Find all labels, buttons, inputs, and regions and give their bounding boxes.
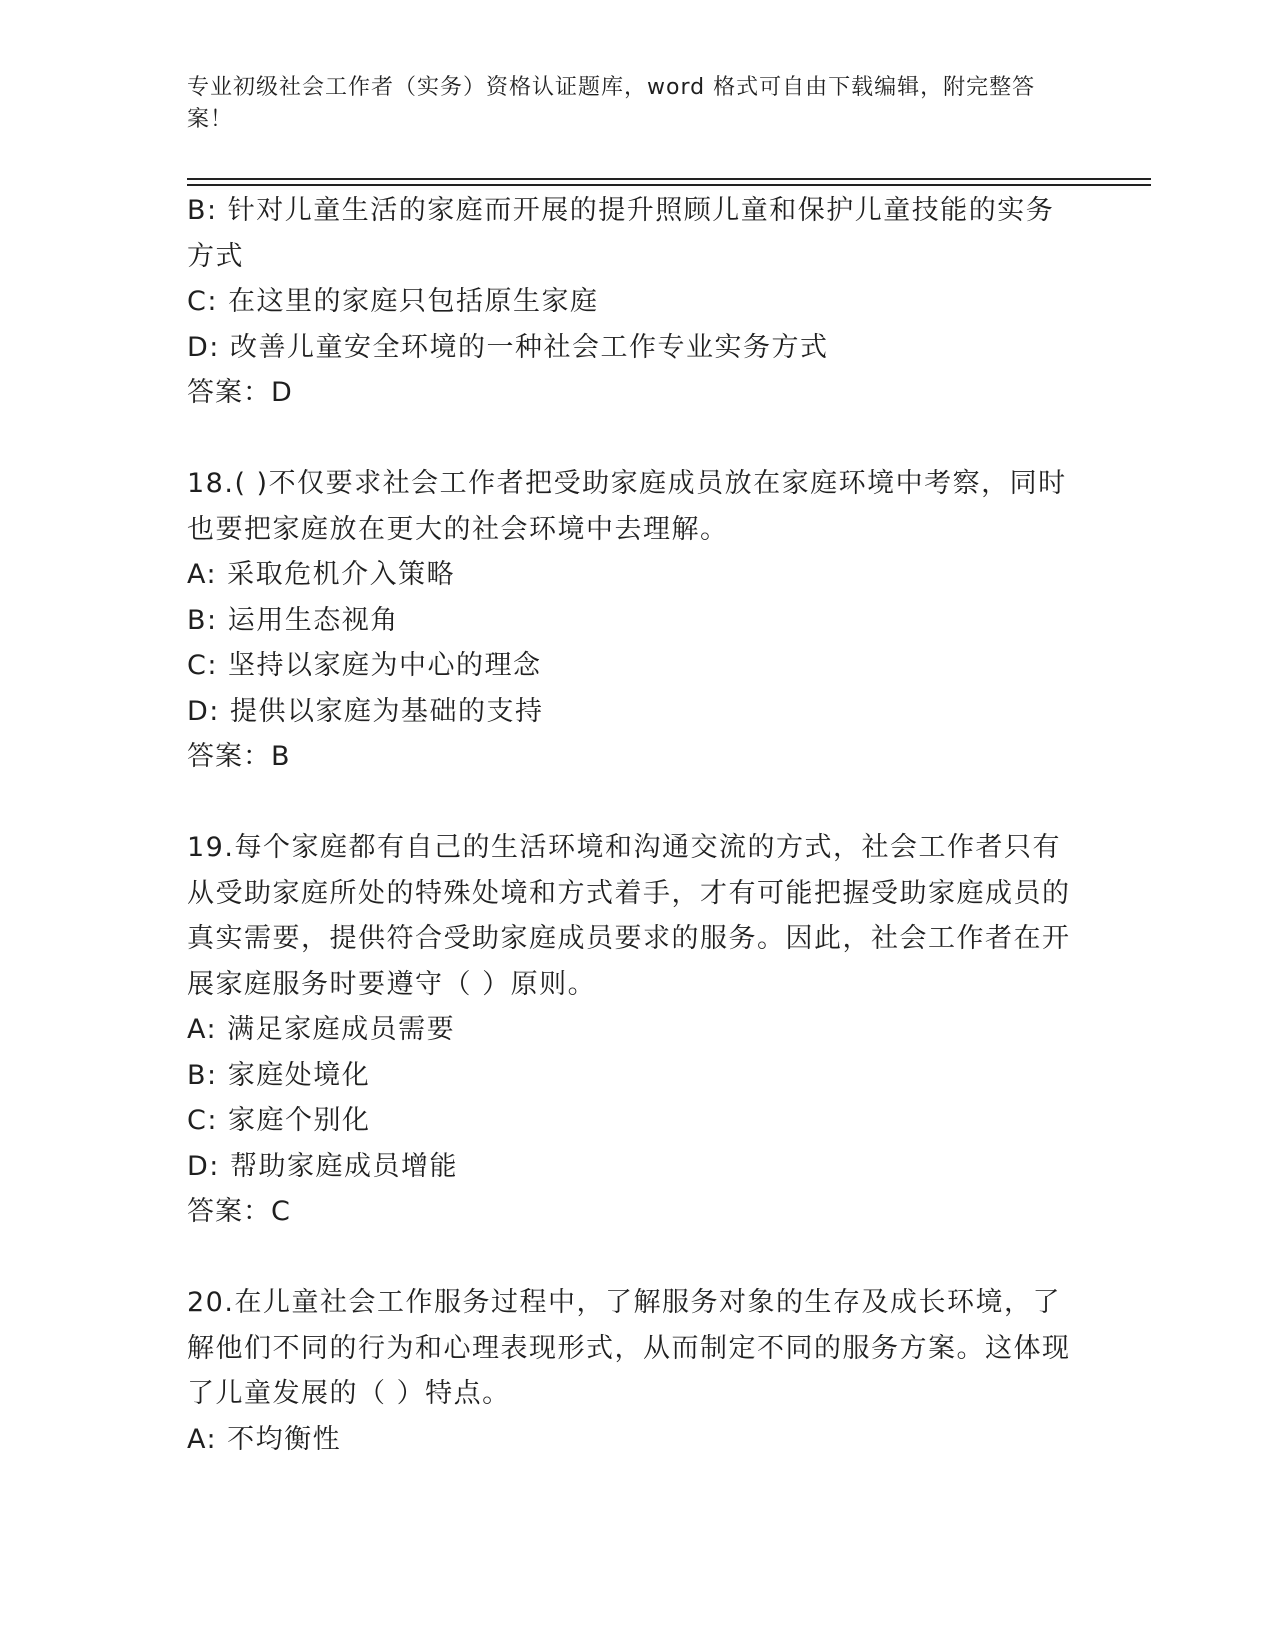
option-b: B: 针对儿童生活的家庭而开展的提升照顾儿童和保护儿童技能的实务方式 [187,195,1055,272]
question-20 [187,1280,1077,1462]
option-d: D: 改善儿童安全环境的一种社会工作专业实务方式 [187,331,829,363]
option-d: D: 帮助家庭成员增能 [187,1150,458,1182]
option-b: B: 家庭处境化 [187,1059,371,1091]
option-a: A: 采取危机介入策略 [187,559,456,590]
question-text: 19.每个家庭都有自己的生活环境和沟通交流的方式，社会工作者只有从受助家庭所处的特殊处境和方式着手，才有可能把握受助家庭成员的真实需要，提供符合受助家庭成员要求的服务。因此，社会工作者在开展家庭服务时要遵守（ ）原则。 [187,832,1071,1000]
option-c: C: 家庭个别化 [187,1105,371,1136]
spacer [187,416,1077,462]
answer-label: 答案：D [187,377,293,408]
question-text: 18.( )不仅要求社会工作者把受助家庭成员放在家庭环境中考察，同时也要把家庭放在更大的社会环境中去理解。 [187,468,1067,545]
page-header [187,72,1067,136]
option-a: A: 满足家庭成员需要 [187,1014,456,1045]
option-c: C: 坚持以家庭为中心的理念 [187,650,542,681]
question-19 [187,825,1077,1235]
spacer [187,1235,1077,1281]
answer-label: 答案：C [187,1196,291,1227]
header-divider-top [187,178,1151,180]
question-18 [187,461,1077,780]
question-list [187,188,1077,1462]
option-d: D: 提供以家庭为基础的支持 [187,695,544,727]
option-c: C: 在这里的家庭只包括原生家庭 [187,286,599,317]
header-divider-bottom [187,184,1151,186]
question-17 [187,188,1077,416]
spacer [187,780,1077,826]
question-text: 20.在儿童社会工作服务过程中，了解服务对象的生存及成长环境，了解他们不同的行为和心理表现形式，从而制定不同的服务方案。这体现了儿童发展的（ ）特点。 [187,1287,1071,1409]
answer-label: 答案：B [187,741,291,772]
option-a: A: 不均衡性 [187,1423,342,1455]
header-title: 专业初级社会工作者（实务）资格认证题库，word 格式可自由下载编辑，附完整答案！ [187,75,1036,132]
option-b: B: 运用生态视角 [187,604,399,636]
